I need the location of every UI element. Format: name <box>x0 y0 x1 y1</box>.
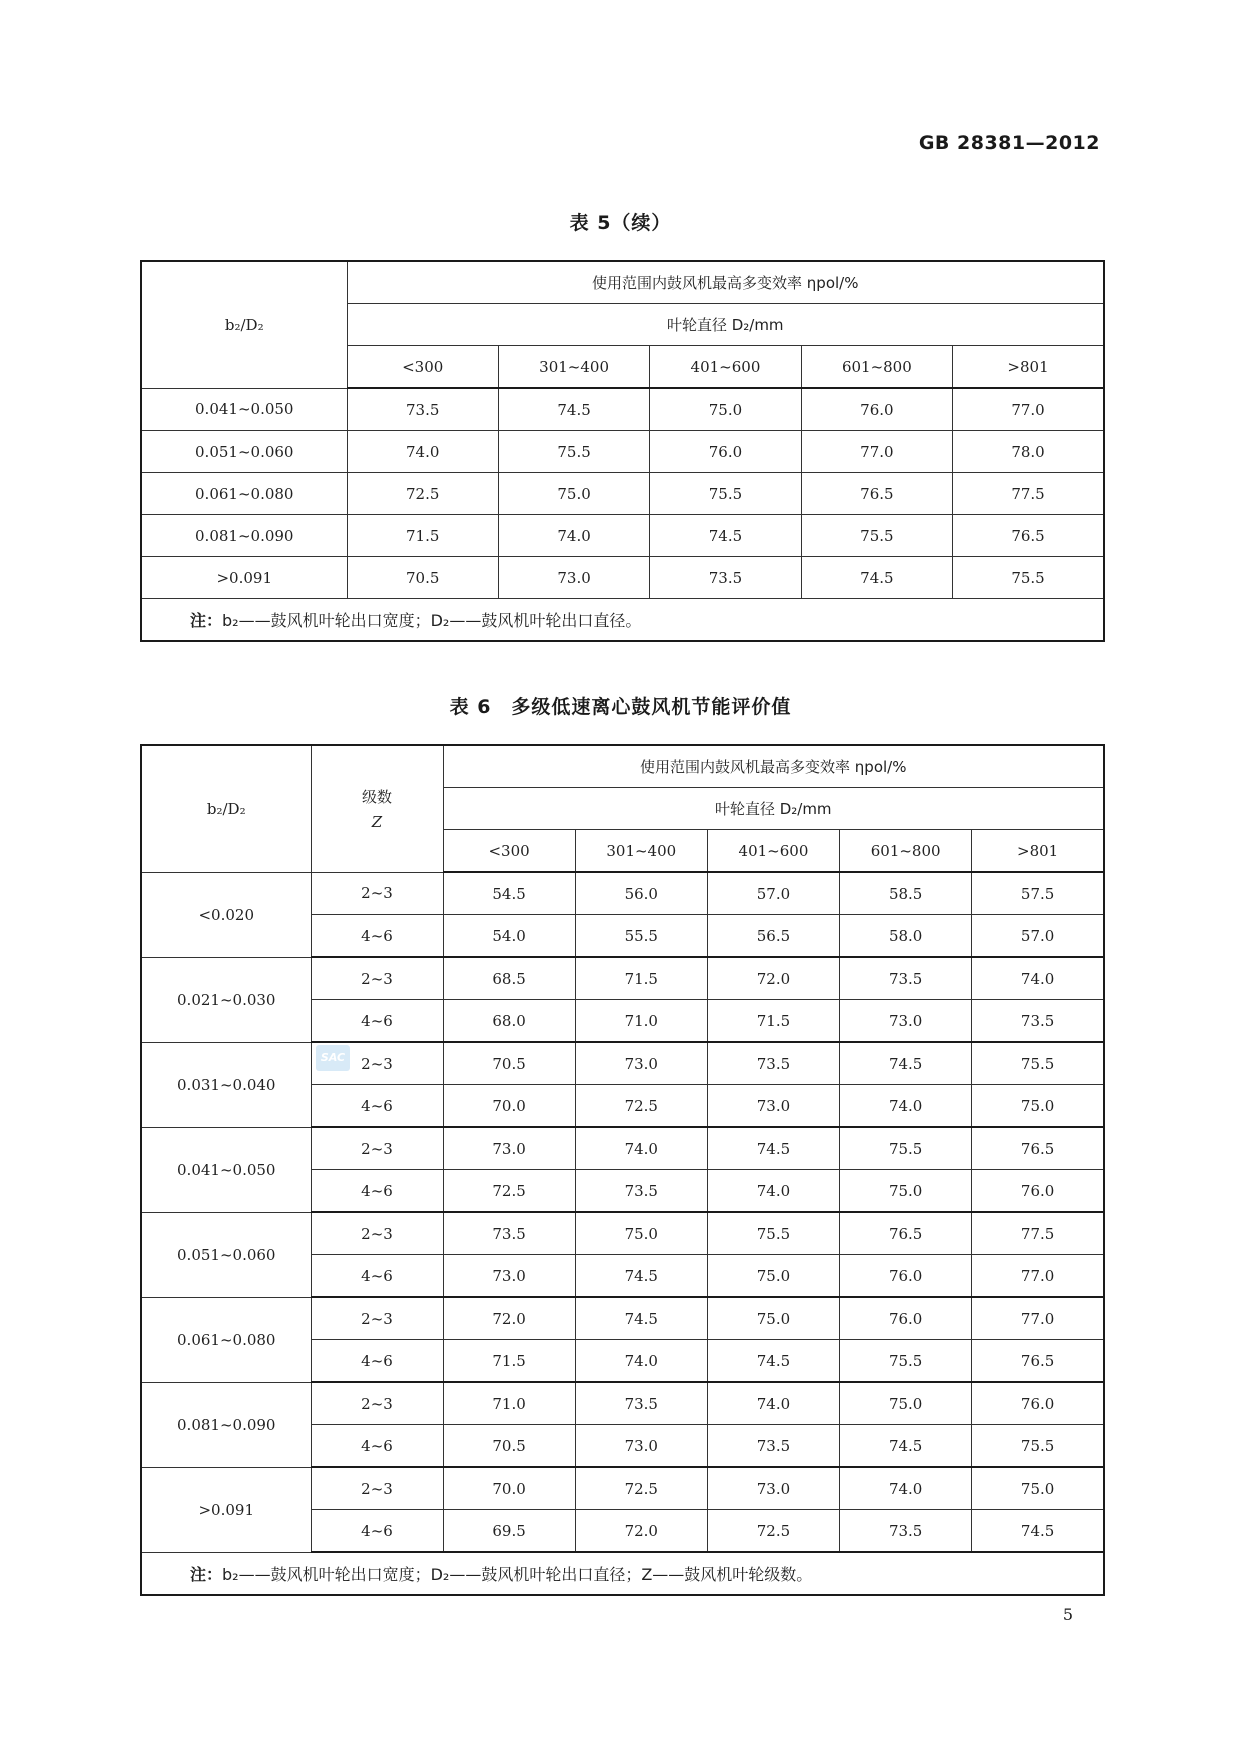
table6-stage-cell: 4~6 <box>311 1425 443 1468</box>
table6-value-cell: 75.0 <box>707 1297 839 1340</box>
table5-value-cell: 76.5 <box>953 515 1104 557</box>
table-row <box>141 1127 1104 1170</box>
table6-stage-cell: 2~3 <box>311 872 443 915</box>
table6-value-cell: 55.5 <box>575 915 707 958</box>
table6-value-cell: 76.0 <box>972 1170 1104 1213</box>
table6-stage-cell: 2~3 <box>311 1212 443 1255</box>
table6-diameter-col: <300 <box>443 830 575 873</box>
table-row <box>141 1212 1104 1255</box>
table5-diameter-col: 301~400 <box>498 346 649 389</box>
table6-value-cell: 76.5 <box>972 1340 1104 1383</box>
table-row <box>141 557 1104 599</box>
table6-value-cell: 76.0 <box>972 1382 1104 1425</box>
table6-stage-cell: 4~6 <box>311 1170 443 1213</box>
table6-note-text: b₂——鼓风机叶轮出口宽度；D₂——鼓风机叶轮出口直径；Z——鼓风机叶轮级数。 <box>222 1565 813 1584</box>
table5-value-cell: 70.5 <box>347 557 498 599</box>
table6-stage-cell: 4~6 <box>311 1255 443 1298</box>
table6-stage-cell: 2~3 <box>311 1297 443 1340</box>
table6-value-cell: 73.0 <box>443 1255 575 1298</box>
table5-note-label: 注： <box>190 611 223 630</box>
table6-value-cell: 73.0 <box>575 1042 707 1085</box>
table6-value-cell: 71.5 <box>707 1000 839 1043</box>
table6-stage-label: 级数 <box>361 788 392 807</box>
table5-value-cell: 75.5 <box>801 515 952 557</box>
standard-code: GB 28381—2012 <box>918 132 1100 154</box>
table6-value-cell: 75.5 <box>707 1212 839 1255</box>
table-row <box>141 957 1104 1000</box>
table-row <box>141 1382 1104 1425</box>
table5-caption: 表 5（续） <box>569 212 672 234</box>
table6-stage-cell: 2~3 <box>311 1042 443 1085</box>
table6-ratio-cell: 0.051~0.060 <box>141 1212 311 1297</box>
table5-value-cell: 77.0 <box>953 388 1104 431</box>
table6-value-cell: 73.5 <box>840 957 972 1000</box>
table6-value-cell: 75.0 <box>707 1255 839 1298</box>
table6-value-cell: 68.0 <box>443 1000 575 1043</box>
table-row <box>141 1042 1104 1085</box>
table6-value-cell: 75.0 <box>840 1382 972 1425</box>
table5-value-cell: 74.5 <box>650 515 801 557</box>
table6-ratio-cell: >0.091 <box>141 1467 311 1552</box>
table6-value-cell: 74.0 <box>840 1467 972 1510</box>
table6-value-cell: 74.0 <box>575 1127 707 1170</box>
table5-value-cell: 77.5 <box>953 473 1104 515</box>
table5-value-cell: 74.5 <box>801 557 952 599</box>
table6-value-cell: 73.5 <box>707 1425 839 1468</box>
table6-value-cell: 58.5 <box>840 872 972 915</box>
table5-ratio-header: b₂/D₂ <box>141 261 347 388</box>
table6-value-cell: 73.5 <box>575 1382 707 1425</box>
table6-value-cell: 69.5 <box>443 1510 575 1553</box>
table-row <box>141 515 1104 557</box>
table6-stage-cell: 2~3 <box>311 1467 443 1510</box>
table6-value-cell: 75.0 <box>972 1085 1104 1128</box>
table5-value-cell: 75.0 <box>498 473 649 515</box>
table6-value-cell: 71.0 <box>575 1000 707 1043</box>
table6-caption: 表 6 多级低速离心鼓风机节能评价值 <box>449 696 792 718</box>
table6-value-cell: 73.0 <box>575 1425 707 1468</box>
table6-value-cell: 75.0 <box>972 1467 1104 1510</box>
table6-stage-symbol: Z <box>371 813 383 832</box>
table-row <box>141 1467 1104 1510</box>
table6-value-cell: 70.5 <box>443 1425 575 1468</box>
table6-diameter-col: 401~600 <box>707 830 839 873</box>
table6-value-cell: 72.0 <box>575 1510 707 1553</box>
table6-value-cell: 76.5 <box>972 1127 1104 1170</box>
table5-value-cell: 78.0 <box>953 431 1104 473</box>
table5-diameter-col: 401~600 <box>650 346 801 389</box>
table6-value-cell: 75.0 <box>575 1212 707 1255</box>
table6-value-cell: 76.0 <box>840 1297 972 1340</box>
table6-value-cell: 72.5 <box>575 1085 707 1128</box>
table6-value-cell: 74.5 <box>972 1510 1104 1553</box>
table6-value-cell: 76.0 <box>840 1255 972 1298</box>
table5-ratio-cell: >0.091 <box>141 557 347 599</box>
table6-value-cell: 73.5 <box>575 1170 707 1213</box>
table6-value-cell: 68.5 <box>443 957 575 1000</box>
table6-value-cell: 73.5 <box>972 1000 1104 1043</box>
table6-value-cell: 74.5 <box>575 1297 707 1340</box>
table6-ratio-cell: <0.020 <box>141 872 311 957</box>
table6-efficiency-header: 使用范围内鼓风机最高多变效率 ηpol/% <box>443 745 1104 788</box>
table6-stage-cell: 4~6 <box>311 915 443 958</box>
table5-value-cell: 76.5 <box>801 473 952 515</box>
table6-value-cell: 74.0 <box>707 1382 839 1425</box>
table-row <box>141 473 1104 515</box>
table6-value-cell: 76.5 <box>840 1212 972 1255</box>
table6-value-cell: 73.0 <box>840 1000 972 1043</box>
table6-value-cell: 71.0 <box>443 1382 575 1425</box>
table5-value-cell: 76.0 <box>801 388 952 431</box>
table6-value-cell: 74.5 <box>840 1042 972 1085</box>
table6-stage-cell: 4~6 <box>311 1000 443 1043</box>
table6-stage-cell: 2~3 <box>311 1382 443 1425</box>
table6-value-cell: 74.5 <box>840 1425 972 1468</box>
table6-value-cell: 75.5 <box>972 1425 1104 1468</box>
table6-ratio-cell: 0.041~0.050 <box>141 1127 311 1212</box>
table6-value-cell: 56.5 <box>707 915 839 958</box>
table6-value-cell: 73.0 <box>707 1467 839 1510</box>
table6-ratio-cell: 0.081~0.090 <box>141 1382 311 1467</box>
table6-value-cell: 74.0 <box>707 1170 839 1213</box>
table6-value-cell: 75.0 <box>840 1170 972 1213</box>
table5-diameter-col: 601~800 <box>801 346 952 389</box>
table6-value-cell: 77.5 <box>972 1212 1104 1255</box>
table5-value-cell: 74.5 <box>498 388 649 431</box>
table6-value-cell: 75.5 <box>972 1042 1104 1085</box>
table6-value-cell: 74.0 <box>972 957 1104 1000</box>
table5-ratio-cell: 0.051~0.060 <box>141 431 347 473</box>
table6-value-cell: 58.0 <box>840 915 972 958</box>
table6-value-cell: 70.0 <box>443 1467 575 1510</box>
table6-value-cell: 75.5 <box>840 1340 972 1383</box>
table-row <box>141 872 1104 915</box>
table5-diameter-col: >801 <box>953 346 1104 389</box>
table6-value-cell: 57.0 <box>707 872 839 915</box>
table5-value-cell: 72.5 <box>347 473 498 515</box>
table5-note <box>141 599 1104 642</box>
table5-value-cell: 76.0 <box>650 431 801 473</box>
table5-value-cell: 77.0 <box>801 431 952 473</box>
table6-ratio-header: b₂/D₂ <box>141 745 311 872</box>
table6-value-cell: 73.0 <box>443 1127 575 1170</box>
table6-ratio-cell: 0.061~0.080 <box>141 1297 311 1382</box>
table6-value-cell: 72.0 <box>443 1297 575 1340</box>
table6-note <box>141 1552 1104 1595</box>
table6-value-cell: 73.0 <box>707 1085 839 1128</box>
table6-value-cell: 71.5 <box>443 1340 575 1383</box>
table5-value-cell: 74.0 <box>498 515 649 557</box>
table5-note-text: b₂——鼓风机叶轮出口宽度；D₂——鼓风机叶轮出口直径。 <box>222 611 642 630</box>
table6-value-cell: 74.5 <box>707 1127 839 1170</box>
table6-value-cell: 72.0 <box>707 957 839 1000</box>
table6-value-cell: 73.5 <box>707 1042 839 1085</box>
table6-stage-cell: 4~6 <box>311 1085 443 1128</box>
table5-value-cell: 73.5 <box>347 388 498 431</box>
table5-value-cell: 71.5 <box>347 515 498 557</box>
table6-note-label: 注： <box>190 1565 223 1584</box>
table5 <box>140 260 1105 642</box>
table6-value-cell: 70.0 <box>443 1085 575 1128</box>
table6-value-cell: 74.0 <box>575 1340 707 1383</box>
table6-value-cell: 73.5 <box>840 1510 972 1553</box>
table-row <box>141 1297 1104 1340</box>
table6-diameter-header: 叶轮直径 D₂/mm <box>443 788 1104 830</box>
table6-value-cell: 54.0 <box>443 915 575 958</box>
table6-value-cell: 71.5 <box>575 957 707 1000</box>
table6-value-cell: 77.0 <box>972 1255 1104 1298</box>
table6-stage-header <box>311 745 443 872</box>
table5-diameter-col: <300 <box>347 346 498 389</box>
table6-value-cell: 74.5 <box>707 1340 839 1383</box>
table5-ratio-cell: 0.081~0.090 <box>141 515 347 557</box>
table5-efficiency-header: 使用范围内鼓风机最高多变效率 ηpol/% <box>347 261 1104 304</box>
table5-value-cell: 75.5 <box>953 557 1104 599</box>
table6-value-cell: 56.0 <box>575 872 707 915</box>
table5-value-cell: 73.5 <box>650 557 801 599</box>
table6-value-cell: 72.5 <box>443 1170 575 1213</box>
table6-value-cell: 72.5 <box>707 1510 839 1553</box>
table6-value-cell: 57.5 <box>972 872 1104 915</box>
table6-ratio-cell: 0.031~0.040 <box>141 1042 311 1127</box>
table5-value-cell: 75.0 <box>650 388 801 431</box>
table5-ratio-cell: 0.061~0.080 <box>141 473 347 515</box>
table6-stage-cell: 2~3 <box>311 957 443 1000</box>
table6-stage-cell: 4~6 <box>311 1340 443 1383</box>
table5-value-cell: 73.0 <box>498 557 649 599</box>
table5-value-cell: 75.5 <box>498 431 649 473</box>
table6-value-cell: 72.5 <box>575 1467 707 1510</box>
table6-value-cell: 74.0 <box>840 1085 972 1128</box>
table6 <box>140 744 1105 1596</box>
page-number: 5 <box>1062 1605 1073 1624</box>
table6-value-cell: 77.0 <box>972 1297 1104 1340</box>
table6-value-cell: 70.5 <box>443 1042 575 1085</box>
table6-diameter-col: >801 <box>972 830 1104 873</box>
table-row <box>141 388 1104 431</box>
table-row <box>141 431 1104 473</box>
table6-diameter-col: 301~400 <box>575 830 707 873</box>
table6-stage-cell: 4~6 <box>311 1510 443 1553</box>
table6-ratio-cell: 0.021~0.030 <box>141 957 311 1042</box>
table6-diameter-col: 601~800 <box>840 830 972 873</box>
table5-ratio-cell: 0.041~0.050 <box>141 388 347 431</box>
table5-diameter-header: 叶轮直径 D₂/mm <box>347 304 1104 346</box>
table6-stage-cell: 2~3 <box>311 1127 443 1170</box>
table6-value-cell: 57.0 <box>972 915 1104 958</box>
table6-value-cell: 75.5 <box>840 1127 972 1170</box>
table6-value-cell: 74.5 <box>575 1255 707 1298</box>
table6-value-cell: 54.5 <box>443 872 575 915</box>
sac-watermark: SAC <box>316 1045 350 1071</box>
table6-value-cell: 73.5 <box>443 1212 575 1255</box>
table5-value-cell: 74.0 <box>347 431 498 473</box>
table5-value-cell: 75.5 <box>650 473 801 515</box>
